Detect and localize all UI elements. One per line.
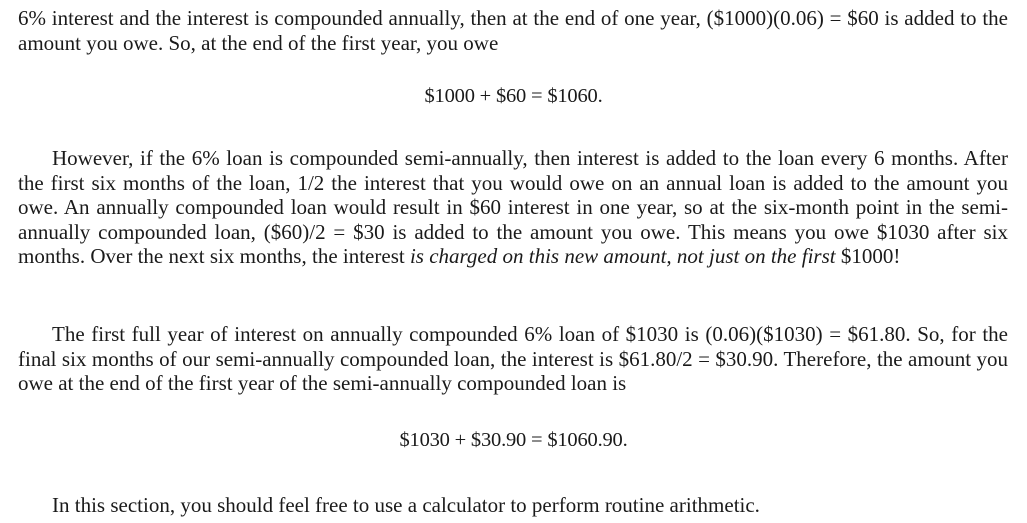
paragraph-semi-annual-end: $1000! — [835, 244, 901, 269]
paragraph-semi-annual — [18, 146, 1008, 269]
paragraph-semi-annual-text: However, if the 6% loan is compounded semi-annually, then interest is added to the loan every 6 months. After the first six months of the loan, 1/2 the interest that you would owe on an annual loan is added to the amount you owe. An annually compounded loan would result in $60 interest in one year, so at the six-month point in the semi-annually compounded loan, ($60)/2 = $30 is added to the amount you owe. This means you owe $1030 after six months. Over the next six months, the interest — [18, 146, 1008, 269]
paragraph-calculator-note: In this section, you should feel free to use a calculator to perform routine arithmetic. — [52, 493, 760, 517]
paragraph-second-half: The first full year of interest on annually compounded 6% loan of $1030 is (0.06)($1030) = $61.80. So, for the final six months of our semi-annually compounded loan, the interest is $61.80/2 = $30.90. Therefore, the amount you owe at the end of the first year of the semi-annually compounded loan is — [18, 322, 1008, 396]
equation-annual-total: $1000 + $60 = $1060. — [424, 85, 603, 107]
emphasis-new-amount: is charged on this new amount, not just on the first — [409, 244, 836, 269]
paragraph-annual-interest: 6% interest and the interest is compounded annually, then at the end of one year, ($1000)(0.06) = $60 is added to the amount you owe. So, at the end of the first year, you owe — [18, 6, 1008, 55]
equation-semi-annual-total: $1030 + $30.90 = $1060.90. — [399, 429, 628, 451]
